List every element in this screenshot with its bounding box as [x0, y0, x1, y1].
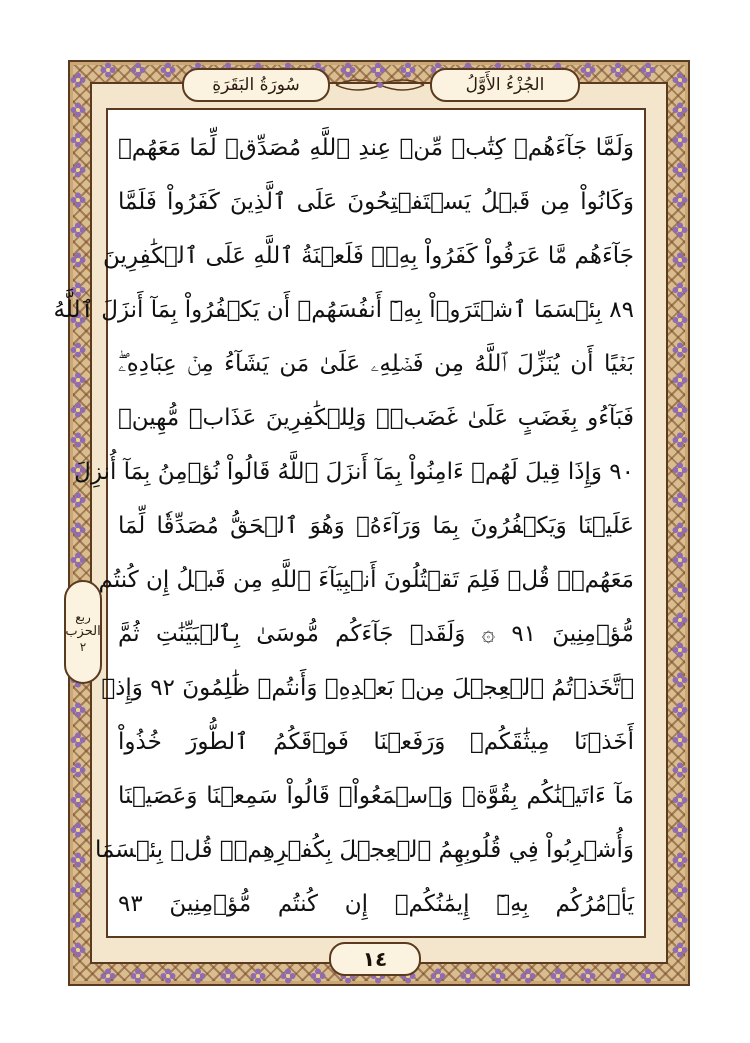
flower-ornament-icon — [460, 968, 476, 984]
flower-ornament-icon — [672, 522, 688, 538]
header-ornament-icon — [334, 75, 426, 95]
flower-ornament-icon — [672, 132, 688, 148]
flower-ornament-icon — [310, 968, 326, 984]
flower-ornament-icon — [70, 402, 86, 418]
verse-line: مُّؤۡمِنِينَ ٩١ ۞ وَلَقَدۡ جَآءَكُم مُّوسَىٰ بِٱلۡبَيِّنَٰتِ ثُمَّ — [118, 621, 634, 647]
flower-ornament-icon — [672, 192, 688, 208]
flower-ornament-icon — [672, 672, 688, 688]
juz-label: الجُزْءُ الأَوَّلُ — [465, 75, 545, 95]
flower-ornament-icon — [70, 822, 86, 838]
flower-ornament-icon — [430, 968, 446, 984]
flower-ornament-icon — [672, 252, 688, 268]
flower-ornament-icon — [672, 732, 688, 748]
verse-line: مَعَهُمۡۗ قُلۡ فَلِمَ تَقۡتُلُونَ أَنۢبِيَآءَ ٱللَّهِ مِن قَبۡلُ إِن كُنتُم — [98, 567, 634, 593]
hizb-number: ٢ — [79, 639, 87, 654]
verse-line: جَآءَهُم مَّا عَرَفُواْ كَفَرُواْ بِهِۦۚ فَلَعۡنَةُ ٱللَّهِ عَلَى ٱلۡكَٰفِرِينَ — [102, 243, 634, 269]
flower-ornament-icon — [672, 822, 688, 838]
hizb-quarter-label: ربع — [75, 609, 91, 624]
page-number: ١٤ — [362, 947, 388, 971]
flower-ornament-icon — [672, 492, 688, 508]
flower-ornament-icon — [672, 102, 688, 118]
flower-ornament-icon — [672, 162, 688, 178]
flower-ornament-icon — [70, 222, 86, 238]
flower-ornament-icon — [70, 432, 86, 448]
flower-ornament-icon — [70, 492, 86, 508]
verse-line: أَخَذۡنَا مِيثَٰقَكُمۡ وَرَفَعۡنَا فَوۡقَكُمُ ٱلطُّورَ خُذُواْ — [118, 729, 634, 755]
flower-ornament-icon — [580, 62, 596, 78]
flower-ornament-icon — [70, 342, 86, 358]
flower-ornament-icon — [672, 882, 688, 898]
flower-ornament-icon — [70, 702, 86, 718]
flower-ornament-icon — [610, 968, 626, 984]
flower-ornament-icon — [160, 968, 176, 984]
flower-ornament-icon — [130, 968, 146, 984]
flower-ornament-icon — [100, 968, 116, 984]
juz-header — [430, 68, 580, 102]
flower-ornament-icon — [250, 968, 266, 984]
flower-ornament-icon — [70, 792, 86, 808]
verse-line: وَكَانُواْ مِن قَبۡلُ يَسۡتَفۡتِحُونَ عَلَى ٱلَّذِينَ كَفَرُواْ فَلَمَّا — [118, 189, 634, 215]
flower-ornament-icon — [640, 62, 656, 78]
flower-ornament-icon — [70, 132, 86, 148]
flower-ornament-icon — [672, 312, 688, 328]
verse-line: ٨٩ بِئۡسَمَا ٱشۡتَرَوۡاْ بِهِۦٓ أَنفُسَهُمۡ أَن يَكۡفُرُواْ بِمَآ أَنزَلَ ٱللَّهُ — [53, 297, 634, 323]
verse-line: فَبَآءُو بِغَضَبٍ عَلَىٰ غَضَبٖۚ وَلِلۡكَٰفِرِينَ عَذَابٞ مُّهِينٞ — [118, 405, 634, 431]
flower-ornament-icon — [672, 72, 688, 88]
flower-ornament-icon — [580, 968, 596, 984]
flower-ornament-icon — [672, 342, 688, 358]
flower-ornament-icon — [70, 522, 86, 538]
flower-ornament-icon — [550, 968, 566, 984]
flower-ornament-icon — [672, 852, 688, 868]
verse-line: وَلَمَّا جَآءَهُمۡ كِتَٰبٞ مِّنۡ عِندِ ٱللَّهِ مُصَدِّقٞ لِّمَا مَعَهُمۡ — [118, 135, 634, 161]
flower-ornament-icon — [672, 432, 688, 448]
flower-ornament-icon — [672, 282, 688, 298]
flower-ornament-icon — [190, 968, 206, 984]
verse-line: مَآ ءَاتَيۡنَٰكُم بِقُوَّةٖ وَٱسۡمَعُواْۖ قَالُواْ سَمِعۡنَا وَعَصَيۡنَا — [118, 783, 634, 809]
flower-ornament-icon — [610, 62, 626, 78]
flower-ornament-icon — [672, 582, 688, 598]
hizb-label: الحزب — [65, 624, 101, 640]
flower-ornament-icon — [672, 642, 688, 658]
flower-ornament-icon — [160, 62, 176, 78]
flower-ornament-icon — [70, 732, 86, 748]
flower-ornament-icon — [672, 762, 688, 778]
flower-ornament-icon — [672, 222, 688, 238]
flower-ornament-icon — [672, 792, 688, 808]
flower-ornament-icon — [672, 402, 688, 418]
flower-ornament-icon — [672, 912, 688, 928]
surah-name-label: سُورَةُ البَقَرَةِ — [212, 75, 300, 95]
flower-ornament-icon — [490, 968, 506, 984]
verse-line: بَغۡيًا أَن يُنَزِّلَ ٱللَّهُ مِن فَضۡلِهِۦ عَلَىٰ مَن يَشَآءُ مِنۡ عِبَادِهِۦۖ — [118, 351, 634, 377]
flower-ornament-icon — [220, 968, 236, 984]
flower-ornament-icon — [100, 62, 116, 78]
flower-ornament-icon — [70, 762, 86, 778]
flower-ornament-icon — [70, 72, 86, 88]
flower-ornament-icon — [672, 702, 688, 718]
flower-ornament-icon — [70, 192, 86, 208]
verse-line: يَأۡمُرُكُم بِهِۦٓ إِيمَٰنُكُمۡ إِن كُنتُم مُّؤۡمِنِينَ ٩٣ — [118, 891, 634, 917]
flower-ornament-icon — [520, 968, 536, 984]
flower-ornament-icon — [280, 968, 296, 984]
flower-ornament-icon — [672, 372, 688, 388]
flower-ornament-icon — [70, 882, 86, 898]
verse-line: وَأُشۡرِبُواْ فِي قُلُوبِهِمُ ٱلۡعِجۡلَ بِكُفۡرِهِمۡۚ قُلۡ بِئۡسَمَا — [95, 837, 634, 863]
flower-ornament-icon — [672, 942, 688, 958]
surah-name-header — [182, 68, 330, 102]
flower-ornament-icon — [130, 62, 146, 78]
flower-ornament-icon — [672, 462, 688, 478]
verse-line: ٱتَّخَذۡتُمُ ٱلۡعِجۡلَ مِنۢ بَعۡدِهِۦ وَأَنتُمۡ ظَٰلِمُونَ ٩٢ وَإِذۡ — [101, 675, 634, 701]
hizb-marker — [64, 580, 102, 684]
page-number-box — [329, 942, 421, 976]
flower-ornament-icon — [70, 252, 86, 268]
flower-ornament-icon — [70, 372, 86, 388]
verse-line: عَلَيۡنَا وَيَكۡفُرُونَ بِمَا وَرَآءَهُۥ وَهُوَ ٱلۡحَقُّ مُصَدِّقٗا لِّمَا — [118, 513, 634, 539]
flower-ornament-icon — [70, 552, 86, 568]
flower-ornament-icon — [70, 942, 86, 958]
flower-ornament-icon — [640, 968, 656, 984]
flower-ornament-icon — [70, 912, 86, 928]
flower-ornament-icon — [70, 852, 86, 868]
flower-ornament-icon — [70, 162, 86, 178]
flower-ornament-icon — [70, 102, 86, 118]
verse-line: ٩٠ وَإِذَا قِيلَ لَهُمۡ ءَامِنُواْ بِمَآ أَنزَلَ ٱللَّهُ قَالُواْ نُؤۡمِنُ بِمَآ أُنزِلَ — [74, 459, 634, 485]
flower-ornament-icon — [672, 552, 688, 568]
flower-ornament-icon — [672, 612, 688, 628]
